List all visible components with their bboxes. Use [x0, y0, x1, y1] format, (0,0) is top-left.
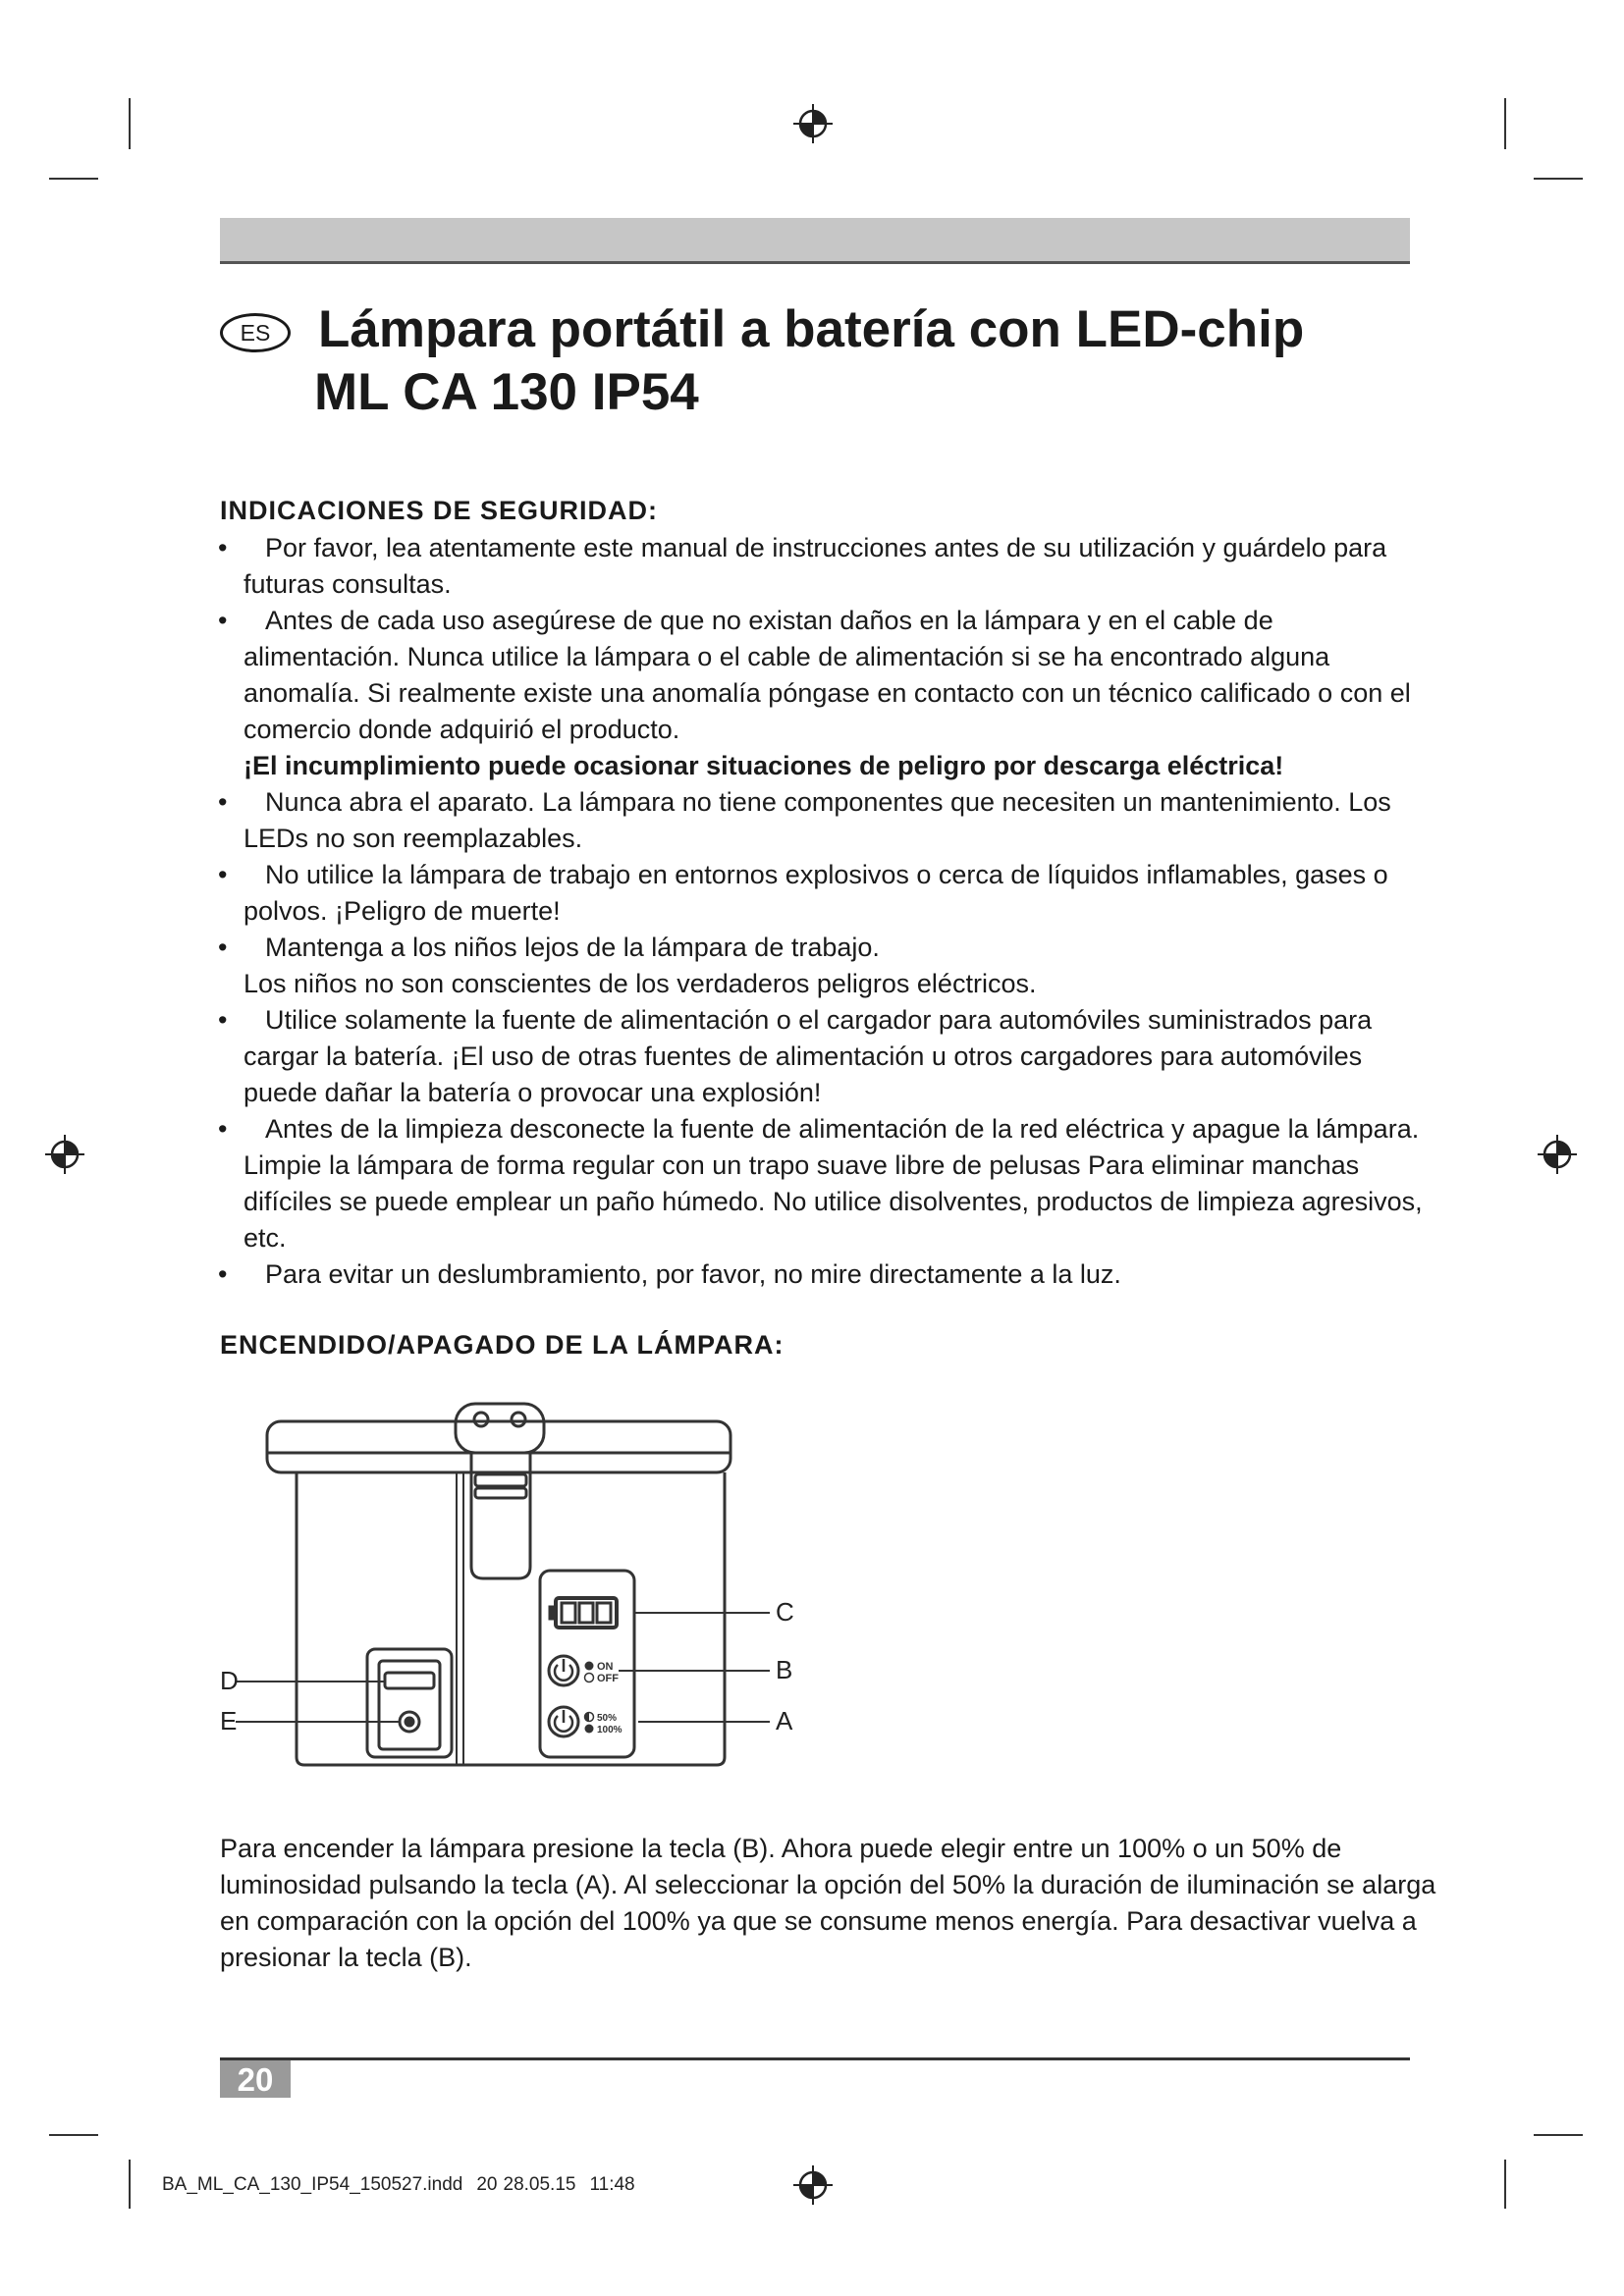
onoff-paragraph: Para encender la lámpara presione la tecla (B). Ahora puede elegir entre un 100% o un 50% de luminosidad pulsando la tecla (A). Al seleccionar la opción del 50% la duración de iluminación se alarga en comparación con la opción del 100% ya que se consume menos energía. Para desactivar vuelva a presionar la tecla (B).	[220, 1834, 1436, 1972]
crop-mark	[49, 2134, 98, 2136]
safety-heading: INDICACIONES DE SEGURIDAD:	[220, 496, 659, 525]
list-item: • No utilice la lámpara de trabajo en entornos explosivos o cerca de líquidos inflamables, gases o polvos. ¡Peligro de muerte!	[218, 860, 1388, 926]
p50-label: 50%	[597, 1713, 618, 1724]
title-line-2: ML CA 130 IP54	[314, 363, 699, 421]
slug-file: BA_ML_CA_130_IP54_150527.indd	[162, 2174, 463, 2195]
list-item: • Para evitar un deslumbramiento, por favor, no mire directamente a la luz.	[218, 1259, 1121, 1289]
title-line-1: Lámpara portátil a batería con LED-chip	[318, 300, 1305, 358]
p100-label: 100%	[597, 1725, 623, 1735]
list-item: • Utilice solamente la fuente de alimentación o el cargador para automóviles suministrados para cargar la batería. ¡El uso de otras fuentes de alimentación u otros cargadores para automóviles puede dañar la batería o provocar una explosión!	[218, 1005, 1373, 1107]
list-item-text: Antes de cada uso asegúrese de que no existan daños en la lámpara y en el cable de alimentación. Nunca utilice la lámpara o el cable de alimentación si se ha encontrado alguna anomalía. Si realmente existe una anomalía póngase en contacto con un técnico calificado o con el comercio donde adquirió el producto.	[244, 606, 1411, 744]
crop-mark	[1504, 2160, 1506, 2209]
safety-list	[218, 530, 1435, 1293]
slug-date: 28.05.15	[503, 2174, 576, 2195]
registration-mark-icon	[793, 2165, 833, 2205]
list-item-text: Nunca abra el aparato. La lámpara no tiene componentes que necesiten un mantenimiento. Los LEDs no son reemplazables.	[244, 787, 1391, 853]
registration-mark-icon	[793, 104, 833, 143]
off-label: OFF	[597, 1673, 619, 1684]
footer-rule	[220, 2057, 1410, 2060]
list-item-text: Utilice solamente la fuente de alimentación o el cargador para automóviles suministrados para cargar la batería. ¡El uso de otras fuentes de alimentación u otros cargadores para automóviles puede dañar la batería o provocar una explosión!	[244, 1005, 1373, 1107]
lamp-diagram	[206, 1392, 815, 1780]
crop-mark	[49, 178, 98, 180]
language-badge: ES	[220, 313, 291, 352]
list-item: • Antes de cada uso asegúrese de que no existan daños en la lámpara y en el cable de alimentación. Nunca utilice la lámpara o el cable de alimentación si se ha encontrado alguna anomalía. Si realmente existe una anomalía póngase en contacto con un técnico calificado o con el comercio donde adquirió el producto. ¡El incumplimiento puede ocasionar situaciones de peligro por descarga eléctrica!	[218, 603, 1435, 784]
callout-B: B	[776, 1655, 793, 1684]
list-item: • Mantenga a los niños lejos de la lámpara de trabajo. Los niños no son conscientes de los verdaderos peligros eléctricos.	[218, 930, 1435, 1002]
list-item-text: Antes de la limpieza desconecte la fuente de alimentación de la red eléctrica y apague la lámpara. Limpie la lámpara de forma regular con un trapo suave libre de pelusas Para eliminar manchas difíciles se puede emplear un paño húmedo. No utilice disolventes, productos de limpieza agresivos, etc.	[244, 1114, 1423, 1253]
callout-E: E	[220, 1706, 238, 1735]
list-item-text: Mantenga a los niños lejos de la lámpara de trabajo.	[265, 933, 880, 962]
crop-mark	[129, 98, 131, 149]
page-number: 20	[220, 2060, 291, 2098]
crop-mark	[1534, 178, 1583, 180]
callout-C: C	[776, 1597, 794, 1627]
header-bar	[220, 218, 1410, 264]
registration-mark-icon	[1538, 1135, 1577, 1174]
warning-text: ¡El incumplimiento puede ocasionar situaciones de peligro por descarga eléctrica!	[244, 751, 1284, 780]
list-item-text-2: Los niños no son conscientes de los verdaderos peligros eléctricos.	[244, 969, 1037, 998]
list-item-text: No utilice la lámpara de trabajo en entornos explosivos o cerca de líquidos inflamables, gases o polvos. ¡Peligro de muerte!	[244, 860, 1388, 926]
list-item: • Antes de la limpieza desconecte la fuente de alimentación de la red eléctrica y apague la lámpara. Limpie la lámpara de forma regular con un trapo suave libre de pelusas Para eliminar manchas difíciles se puede emplear un paño húmedo. No utilice disolventes, productos de limpieza agresivos, etc.	[218, 1114, 1423, 1253]
list-item: • Nunca abra el aparato. La lámpara no tiene componentes que necesiten un mantenimiento. Los LEDs no son reemplazables.	[218, 787, 1391, 853]
crop-mark	[1534, 2134, 1583, 2136]
onoff-heading: ENCENDIDO/APAGADO DE LA LÁMPARA:	[220, 1330, 785, 1360]
callout-D: D	[220, 1666, 239, 1695]
registration-mark-icon	[45, 1135, 84, 1174]
crop-mark	[129, 2160, 131, 2209]
callout-A: A	[776, 1706, 793, 1735]
print-slug	[162, 2174, 649, 2196]
list-item-text: Por favor, lea atentamente este manual de instrucciones antes de su utilización y guárdelo para futuras consultas.	[244, 533, 1387, 599]
crop-mark	[1504, 98, 1506, 149]
list-item-text: Para evitar un deslumbramiento, por favor, no mire directamente a la luz.	[265, 1259, 1121, 1289]
list-item: • Por favor, lea atentamente este manual de instrucciones antes de su utilización y guárdelo para futuras consultas.	[218, 533, 1387, 599]
on-label: ON	[597, 1661, 614, 1673]
slug-page: 20	[476, 2174, 498, 2195]
slug-time: 11:48	[589, 2174, 635, 2195]
